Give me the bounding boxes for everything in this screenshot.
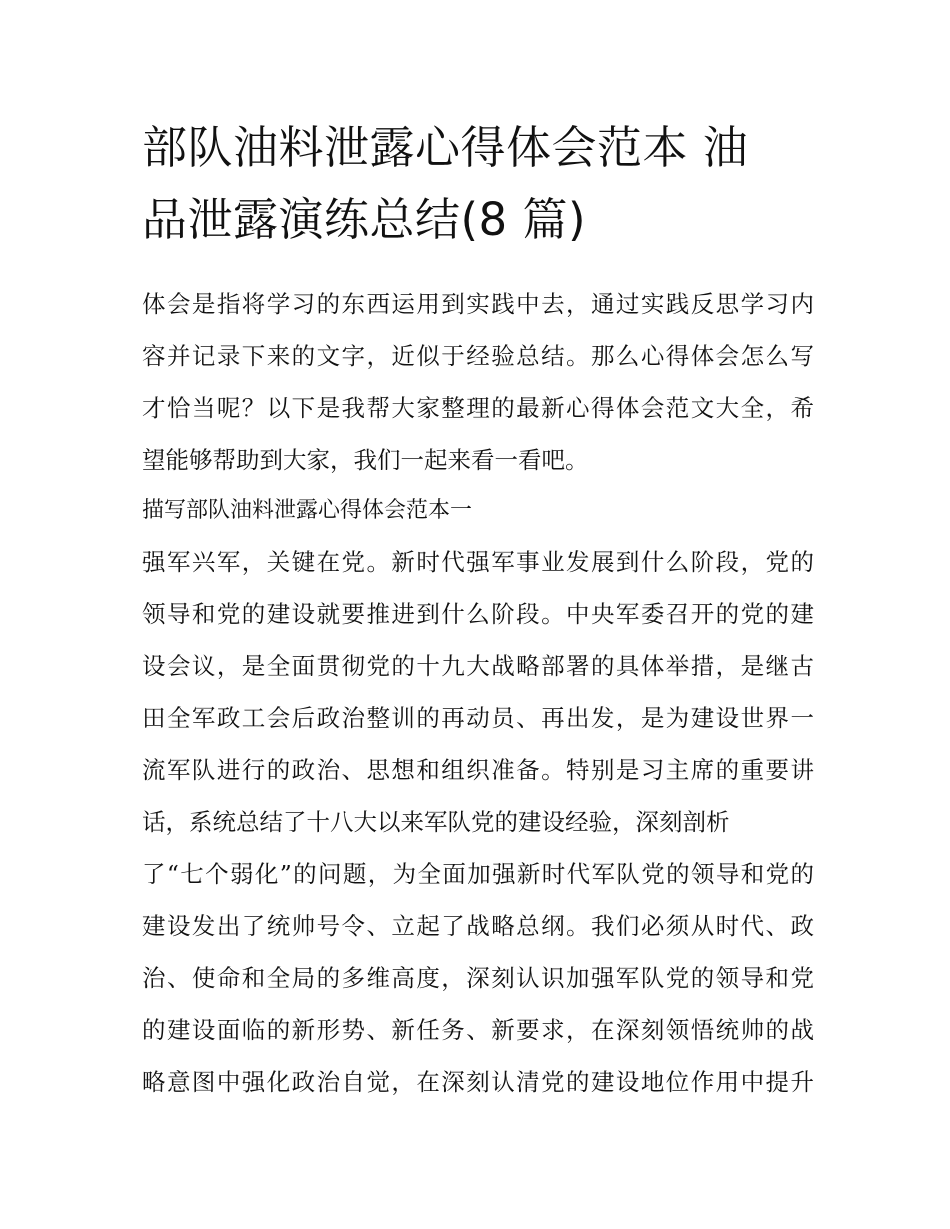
intro-paragraph — [142, 278, 814, 486]
body-line: 强军兴军，关键在党。新时代强军事业发展到什么阶段，党的 — [142, 548, 814, 576]
body-line: 的建设面临的新形势、新任务、新要求，在深刻领悟统帅的战 — [142, 1016, 814, 1044]
document-body — [142, 278, 814, 1108]
title-line-1: 部队油料泄露心得体会范本 油 — [142, 121, 749, 174]
body-line: 田全军政工会后政治整训的再动员、再出发，是为建设世界一 — [142, 704, 814, 732]
section-heading: 描写部队油料泄露心得体会范本一 — [142, 498, 473, 523]
body-line: 流军队进行的政治、思想和组织准备。特别是习主席的重要讲 — [142, 756, 814, 784]
title-line-2: 品泄露演练总结(8 篇) — [142, 193, 587, 246]
body-line: 设会议，是全面贯彻党的十九大战略部署的具体举措，是继古 — [142, 652, 814, 680]
intro-line: 容并记录下来的文字，近似于经验总结。那么心得体会怎么写 — [142, 342, 814, 370]
body-line: 话，系统总结了十八大以来军队党的建设经验，深刻剖析 — [142, 808, 730, 836]
body-paragraph — [142, 536, 814, 1108]
intro-line: 望能够帮助到大家，我们一起来看一看吧。 — [142, 446, 589, 474]
intro-line: 才恰当呢？以下是我帮大家整理的最新心得体会范文大全，希 — [142, 394, 814, 422]
body-line: 领导和党的建设就要推进到什么阶段。中央军委召开的党的建 — [142, 600, 814, 628]
body-line: 略意图中强化政治自觉，在深刻认清党的建设地位作用中提升 — [142, 1068, 814, 1096]
body-line: 治、使命和全局的多维高度，深刻认识加强军队党的领导和党 — [142, 964, 814, 992]
body-line: 建设发出了统帅号令、立起了战略总纲。我们必须从时代、政 — [142, 912, 814, 940]
body-line: 了“七个弱化”的问题，为全面加强新时代军队党的领导和党的 — [142, 860, 814, 888]
intro-line: 体会是指将学习的东西运用到实践中去，通过实践反思学习内 — [142, 290, 814, 318]
document-title — [142, 112, 822, 256]
